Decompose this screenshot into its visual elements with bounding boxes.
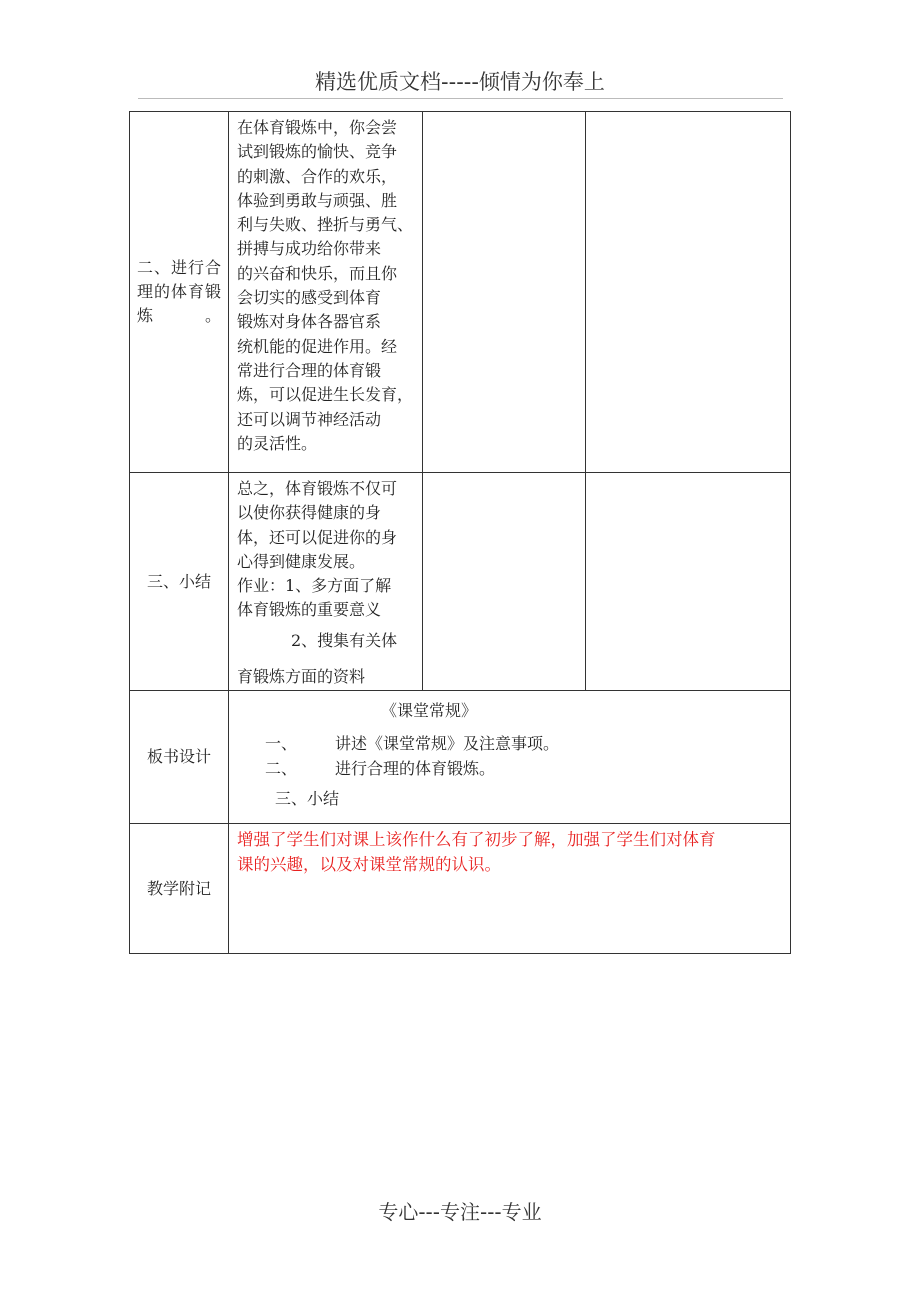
content-line: 以使你获得健康的身 bbox=[237, 503, 382, 523]
content-line: 体，还可以促进你的身 bbox=[237, 527, 398, 547]
row-label-cell bbox=[129, 111, 229, 473]
content-line: 的刺激、合作的欢乐， bbox=[237, 166, 398, 186]
board-item-text: 小结 bbox=[307, 789, 340, 808]
header-divider bbox=[138, 98, 783, 99]
content-line: 育锻炼方面的资料 bbox=[237, 667, 366, 687]
board-title: 《课堂常规》 bbox=[381, 701, 478, 720]
empty-cell bbox=[585, 111, 791, 473]
row-label: 二、进行合理的体育锻炼。 bbox=[137, 258, 221, 325]
board-item-num: 一、 bbox=[265, 734, 298, 753]
content-line: 锻炼对身体各器官系 bbox=[237, 312, 382, 332]
empty-cell bbox=[585, 472, 791, 691]
content-line: 的灵活性。 bbox=[237, 433, 318, 453]
board-item-text: 讲述《课堂常规》及注意事项。 bbox=[335, 734, 560, 753]
notes-line: 增强了学生们对课上该作什么有了初步了解，加强了学生们对体育 bbox=[237, 830, 716, 849]
content-line: 常进行合理的体育锻 bbox=[237, 360, 382, 380]
row-label-cell bbox=[129, 690, 229, 824]
teaching-notes-cell bbox=[228, 823, 791, 954]
empty-cell bbox=[422, 111, 586, 473]
board-item-num: 二、 bbox=[265, 759, 298, 778]
content-line: 心得到健康发展。 bbox=[237, 551, 366, 571]
content-line: 总之，体育锻炼不仅可 bbox=[237, 479, 398, 498]
row-label-cell bbox=[129, 472, 229, 691]
board-item-text: 进行合理的体育锻炼。 bbox=[335, 759, 496, 778]
content-line: 炼，可以促进生长发育， bbox=[237, 385, 414, 405]
lesson-table bbox=[129, 111, 791, 954]
content-line: 2、搜集有关体 bbox=[291, 630, 398, 650]
content-cell-activity bbox=[228, 111, 423, 473]
content-line: 的兴奋和快乐，而且你 bbox=[237, 263, 398, 283]
content-line: 还可以调节神经活动 bbox=[237, 409, 382, 429]
notes-line: 课的兴趣，以及对课堂常规的认识。 bbox=[237, 854, 501, 874]
board-item-num: 三、 bbox=[275, 789, 308, 808]
page-footer: 专心---专注---专业 bbox=[378, 1200, 542, 1224]
page-header: 精选优质文档-----倾情为你奉上 bbox=[315, 70, 605, 94]
content-line: 体育锻炼的重要意义 bbox=[237, 600, 382, 620]
board-design-cell bbox=[228, 690, 791, 824]
content-line: 拼搏与成功给你带来 bbox=[237, 239, 382, 259]
content-line: 试到锻炼的愉快、竞争 bbox=[237, 142, 398, 162]
row-label: 板书设计 bbox=[146, 747, 211, 766]
content-line: 体验到勇敢与顽强、胜 bbox=[237, 190, 398, 210]
row-label-cell bbox=[129, 823, 229, 954]
content-line: 统机能的促进作用。经 bbox=[237, 336, 398, 356]
content-cell-summary bbox=[228, 472, 423, 691]
content-line: 会切实的感受到体育 bbox=[237, 288, 382, 308]
empty-cell bbox=[422, 472, 586, 691]
content-line: 利与失败、挫折与勇气、 bbox=[237, 215, 414, 235]
content-line: 作业：1、多方面了解 bbox=[237, 576, 392, 596]
content-line: 在体育锻炼中，你会尝 bbox=[237, 118, 398, 137]
row-label: 教学附记 bbox=[146, 878, 211, 898]
row-label: 三、小结 bbox=[146, 571, 211, 591]
